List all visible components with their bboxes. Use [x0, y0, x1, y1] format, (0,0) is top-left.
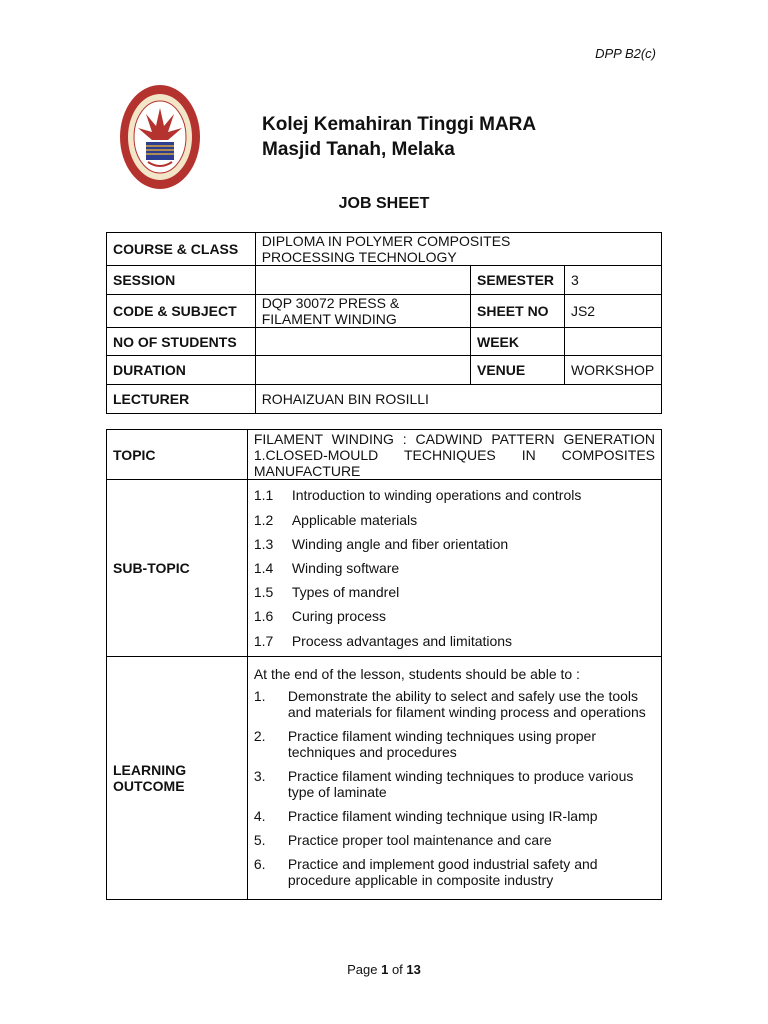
learning-outcome-list: [254, 688, 655, 888]
code-value: [255, 295, 470, 328]
list-item: [254, 604, 655, 628]
item-text: Practice proper tool maintenance and care: [287, 832, 552, 848]
code-label: CODE & SUBJECT: [107, 295, 256, 328]
course-value-line1: DIPLOMA IN POLYMER COMPOSITES: [261, 233, 511, 249]
subtopic-row: [107, 480, 662, 657]
item-number: 1.7: [253, 632, 274, 649]
item-number: 1.1: [253, 487, 274, 504]
code-value-line2: FILAMENT WINDING: [261, 311, 397, 327]
item-text-line1: Practice filament winding techniques to produce various: [287, 768, 634, 784]
item-text: Curing process: [291, 608, 386, 625]
duration-label: DURATION: [107, 356, 256, 385]
learning-outcome-cell: [247, 657, 661, 900]
venue-label: VENUE: [471, 356, 565, 385]
learning-outcome-label-line2: OUTCOME: [113, 778, 185, 794]
item-number: 1.4: [253, 560, 274, 576]
item-number: 4.: [253, 808, 266, 824]
info-row-duration: [107, 356, 662, 385]
info-row-session: [107, 266, 662, 295]
item-text-line2: and materials for filament winding process and operations: [287, 704, 646, 720]
lecturer-value: ROHAIZUAN BIN ROSILLI: [255, 385, 661, 414]
subtopic-list: [254, 483, 655, 652]
list-item: [254, 832, 655, 848]
list-item: [254, 728, 655, 760]
item-number: 1.6: [253, 608, 274, 625]
topic-label: TOPIC: [107, 430, 248, 480]
list-item: [254, 483, 655, 507]
code-value-line1: DQP 30072 PRESS &: [261, 295, 400, 311]
institution-name-line1: Kolej Kemahiran Tinggi MARA: [262, 114, 537, 135]
list-item: [254, 856, 655, 888]
learning-outcome-row: [107, 657, 662, 900]
page-title: JOB SHEET: [338, 195, 430, 212]
week-label: WEEK: [471, 328, 565, 356]
info-row-students: [107, 328, 662, 356]
list-item: [254, 688, 655, 720]
list-item: [254, 768, 655, 800]
institution-name: [262, 112, 536, 162]
item-number: 6.: [253, 856, 266, 872]
item-text: [288, 688, 646, 720]
semester-value: 3: [564, 266, 661, 295]
item-text-line2: type of laminate: [287, 784, 387, 800]
list-item: [254, 508, 655, 532]
session-value: [255, 266, 470, 295]
semester-label: SEMESTER: [471, 266, 565, 295]
info-table: [106, 232, 662, 414]
session-label: SESSION: [107, 266, 256, 295]
list-item: [254, 556, 655, 580]
topic-line1: FILAMENT WINDING : CADWIND PATTERN GENERATION: [253, 430, 655, 447]
course-value-line2: PROCESSING TECHNOLOGY: [261, 249, 457, 265]
item-number: 1.: [253, 688, 266, 704]
institution-name-line2: Masjid Tanah, Melaka: [262, 139, 455, 160]
info-row-code: [107, 295, 662, 328]
item-text-line1: Practice and implement good industrial safety and: [287, 856, 598, 872]
topic-table: [106, 429, 662, 900]
college-crest-icon: [118, 82, 202, 192]
info-row-course: [107, 233, 662, 266]
list-item: [254, 808, 655, 824]
venue-value: WORKSHOP: [564, 356, 661, 385]
subtopic-label: SUB-TOPIC: [107, 480, 248, 657]
page-footer: [0, 962, 768, 977]
topic-row: [107, 430, 662, 480]
sheet-value: JS2: [564, 295, 661, 328]
item-text: Types of mandrel: [291, 584, 400, 601]
week-value: [564, 328, 661, 356]
list-item: [254, 580, 655, 604]
item-text-line1: Demonstrate the ability to select and safely use the tools: [287, 688, 639, 704]
duration-value: [255, 356, 470, 385]
topic-line3: MANUFACTURE: [253, 462, 361, 479]
list-item: [254, 532, 655, 556]
item-text: [288, 768, 634, 800]
list-item: [254, 628, 655, 652]
page-total: 13: [406, 962, 421, 977]
students-label: NO OF STUDENTS: [107, 328, 256, 356]
learning-outcome-intro: At the end of the lesson, students should be able to :: [253, 666, 580, 682]
item-text: Practice filament winding technique using IR-lamp: [287, 808, 598, 824]
lecturer-label: LECTURER: [107, 385, 256, 414]
topic-value: [247, 430, 661, 480]
item-text-line2: techniques and procedures: [287, 744, 457, 760]
learning-outcome-label-line1: LEARNING: [113, 762, 187, 778]
item-number: 1.3: [253, 535, 274, 552]
info-row-lecturer: [107, 385, 662, 414]
item-number: 3.: [253, 768, 266, 784]
item-number: 5.: [253, 832, 266, 848]
item-text-line1: Practice filament winding techniques using proper: [287, 728, 596, 744]
item-text: Winding angle and fiber orientation: [291, 535, 509, 552]
item-text: [288, 728, 596, 760]
item-text-line2: procedure applicable in composite industry: [287, 872, 554, 888]
page-number: 1: [381, 962, 389, 977]
item-number: 1.5: [253, 584, 274, 601]
subtopic-list-cell: [247, 480, 661, 657]
document-code: DPP B2(c): [595, 46, 656, 61]
sheet-label: SHEET NO: [471, 295, 565, 328]
item-number: 2.: [253, 728, 266, 744]
item-text: [288, 856, 598, 888]
item-number: 1.2: [253, 511, 274, 528]
course-value: [255, 233, 661, 266]
topic-line2: 1.CLOSED-MOULD TECHNIQUES IN COMPOSITES: [253, 446, 655, 463]
course-label: COURSE & CLASS: [107, 233, 256, 266]
item-text: Process advantages and limitations: [291, 632, 513, 649]
item-text: Winding software: [291, 560, 400, 576]
learning-outcome-label: [107, 657, 248, 900]
item-text: Applicable materials: [291, 511, 418, 528]
item-text: Introduction to winding operations and controls: [291, 487, 582, 504]
of-word: of: [391, 962, 403, 977]
page-word: Page: [347, 962, 378, 977]
students-value: [255, 328, 470, 356]
